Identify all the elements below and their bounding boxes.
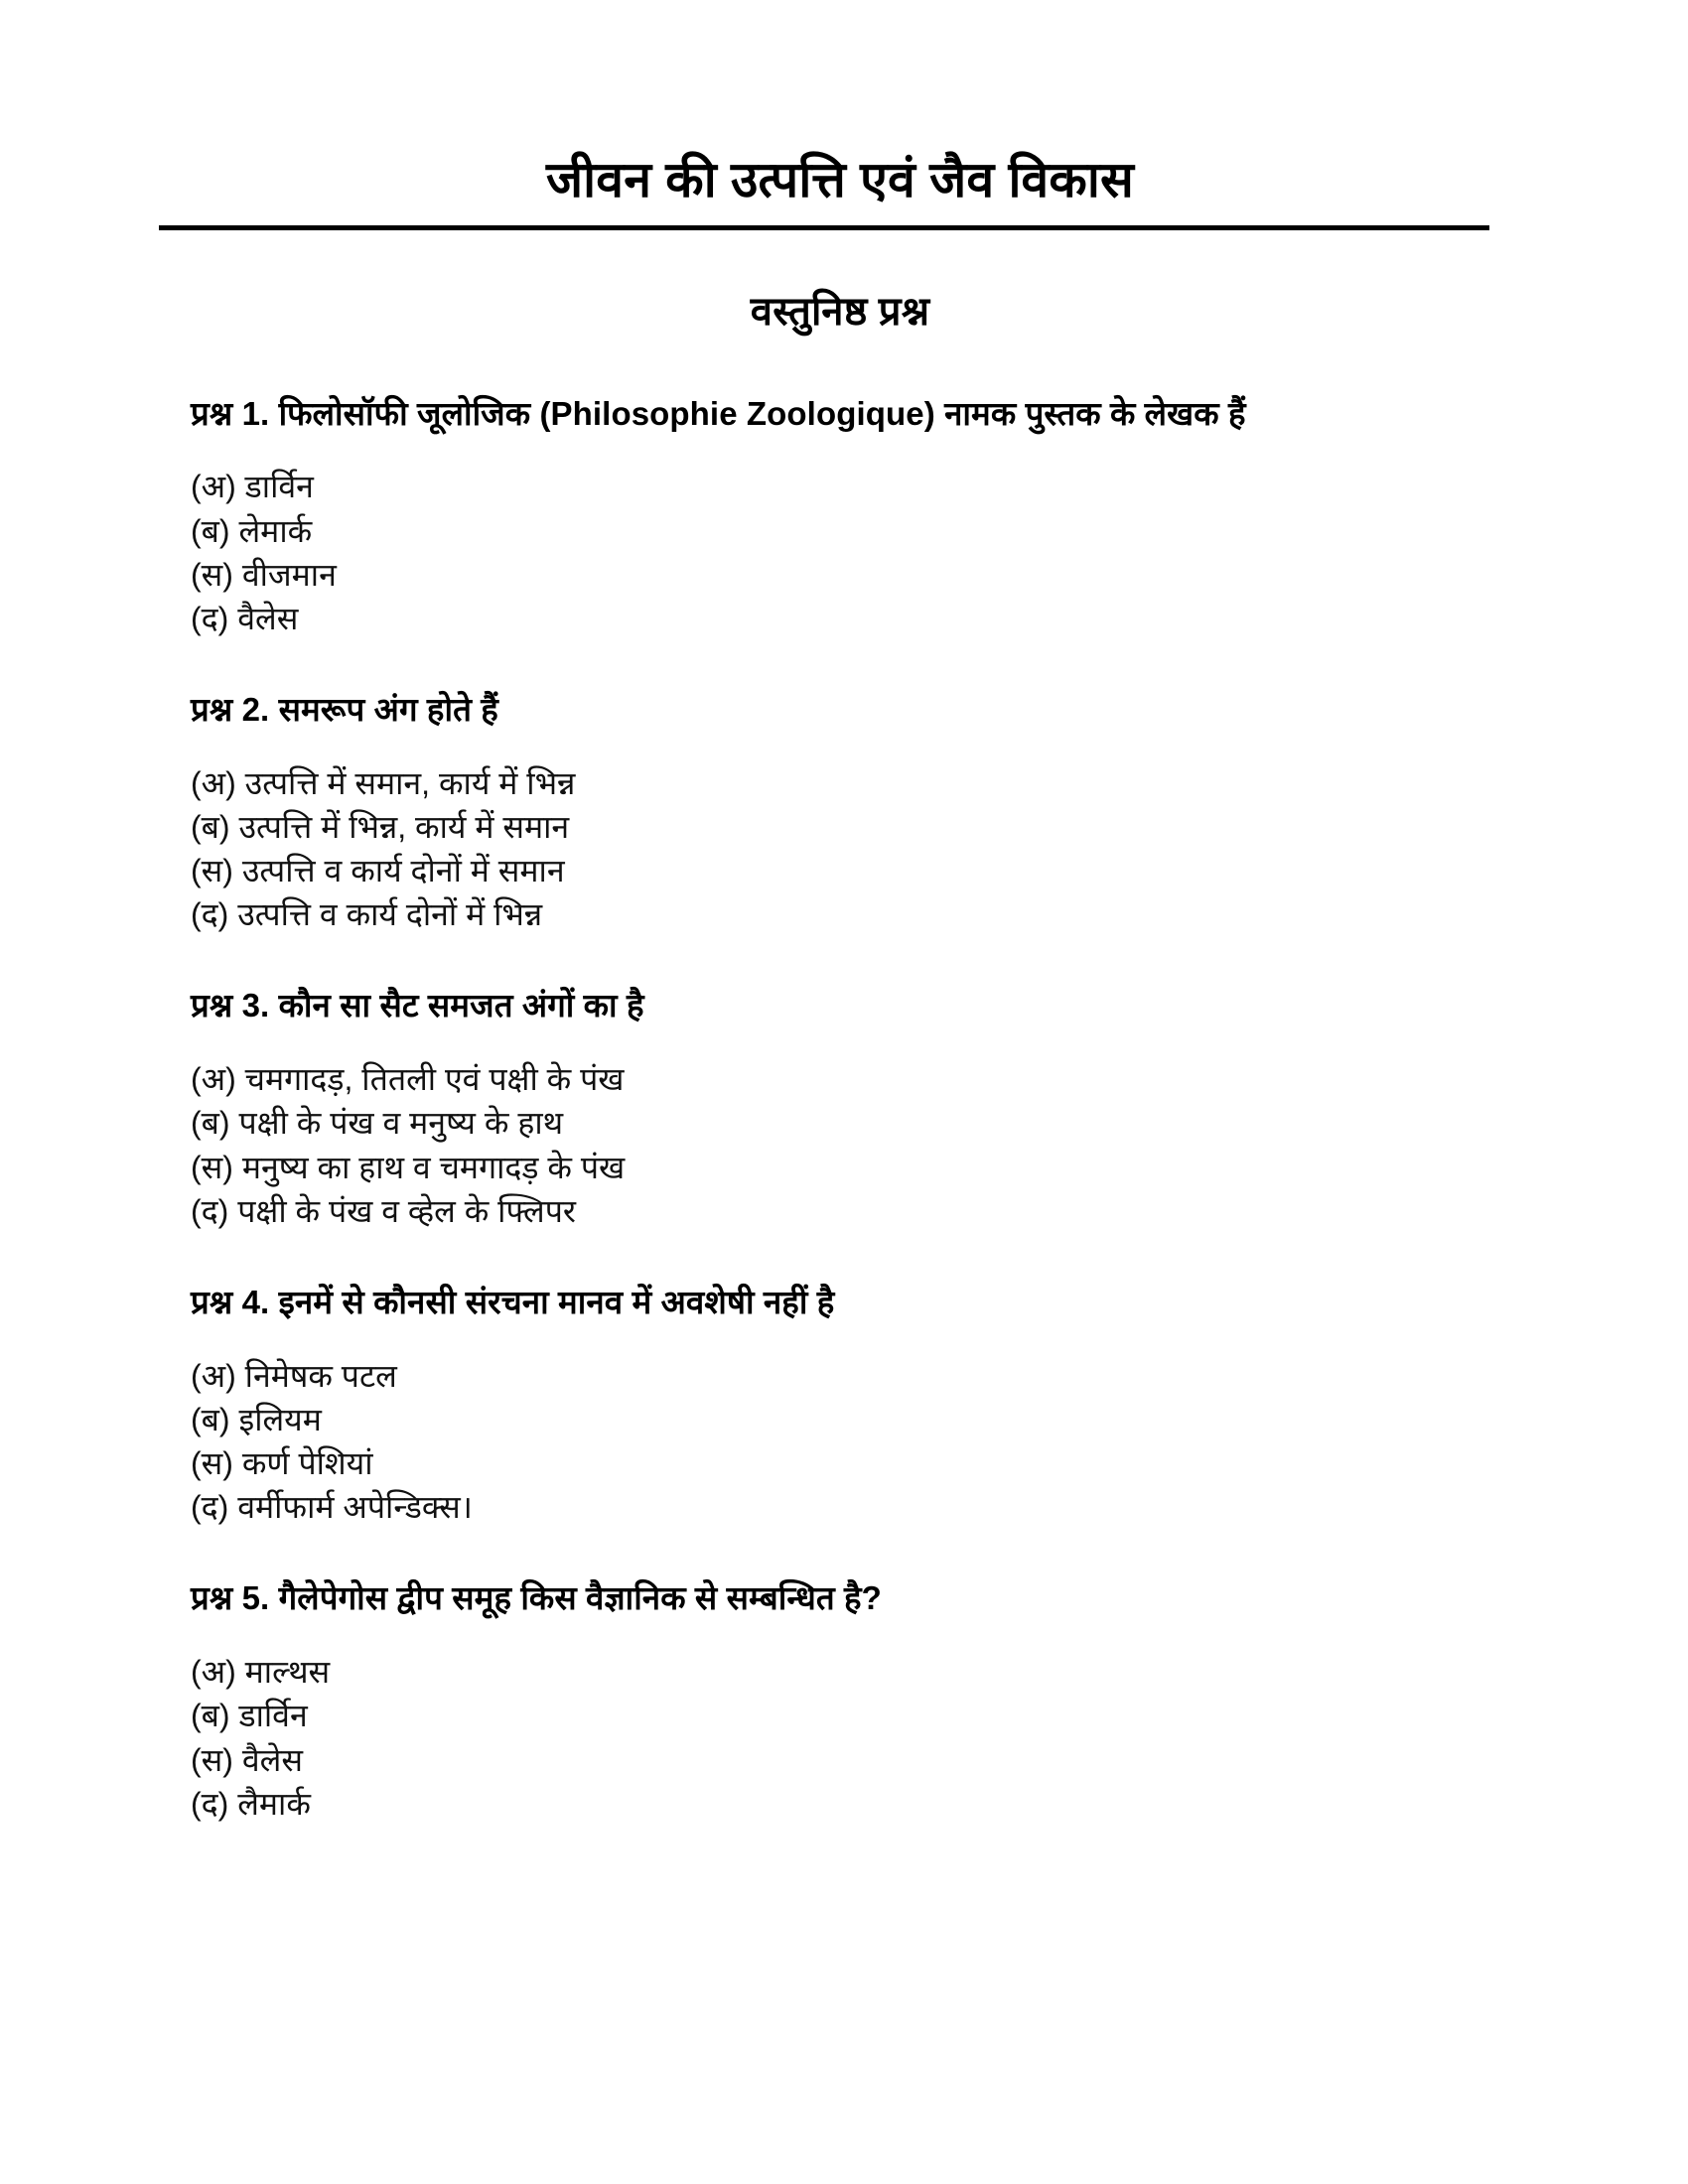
option-text: वैलेस [237,600,299,636]
option-text: उत्पत्ति व कार्य दोनों में भिन्न [237,896,543,933]
option-label: (अ) [191,1654,236,1691]
question-text: प्रश्न 2. समरूप अंग होते हैं [191,690,498,728]
question-text: प्रश्न 1. फिलोसॉफी जूलोजिक (Philosophie Zoologique) नामक पुस्तक के लेखक हैं [191,394,1246,432]
option-text: लैमार्क [237,1785,311,1822]
option-label: (स) [191,1741,233,1778]
question-text: प्रश्न 3. कौन सा सैट समजत अंगों का है [191,987,644,1024]
option-label: (द) [191,1785,229,1822]
option-item[interactable] [191,1057,1489,1101]
option-item[interactable] [191,892,1489,936]
option-text: पक्षी के पंख व मनुष्य के हाथ [238,1105,564,1142]
option-text: उत्पत्ति व कार्य दोनों में समान [241,853,565,889]
option-item[interactable] [191,1650,1489,1694]
option-text: वीजमान [241,556,337,593]
option-text: इलियम [238,1401,322,1437]
option-item[interactable] [191,1441,1489,1485]
section-heading: वस्तुनिष्ठ प्रश्न [750,289,930,334]
option-text: डार्विन [244,469,314,505]
option-label: (द) [191,1489,229,1526]
option-text: डार्विन [238,1698,308,1734]
option-item[interactable] [191,761,1489,805]
option-item[interactable] [191,553,1489,597]
option-label: (द) [191,1192,229,1229]
option-label: (अ) [191,1357,236,1394]
option-text: लेमार्क [238,512,313,549]
option-list [191,1650,1489,1826]
option-item[interactable] [191,1738,1489,1782]
option-label: (स) [191,556,233,593]
option-label: (ब) [191,1105,230,1142]
option-label: (अ) [191,1061,236,1098]
option-item[interactable] [191,849,1489,892]
option-text: उत्पत्ति में समान, कार्य में भिन्न [244,764,576,801]
option-label: (द) [191,896,229,933]
question-list [191,390,1489,1826]
option-label: (स) [191,1445,233,1482]
option-list [191,1057,1489,1233]
option-label: (अ) [191,764,236,801]
question-text: प्रश्न 5. गैलेपेगोस द्वीप समूह किस वैज्ञानिक से सम्बन्धित है? [191,1579,882,1617]
option-text: वर्मीफार्म अपेन्डिक्स। [237,1489,473,1526]
question-block [191,390,1489,640]
option-label: (ब) [191,512,230,549]
option-label: (ब) [191,1401,230,1437]
option-list [191,1354,1489,1530]
option-item[interactable] [191,1354,1489,1398]
question-block [191,982,1489,1232]
option-list [191,761,1489,937]
option-label: (स) [191,853,233,889]
option-item[interactable] [191,597,1489,640]
option-item[interactable] [191,1101,1489,1145]
option-item[interactable] [191,1782,1489,1826]
option-item[interactable] [191,1398,1489,1441]
option-item[interactable] [191,1694,1489,1737]
question-block [191,1279,1489,1529]
option-list [191,465,1489,640]
option-item[interactable] [191,805,1489,849]
option-label: (द) [191,600,229,636]
option-text: मनुष्य का हाथ व चमगादड़ के पंख [241,1149,626,1185]
option-item[interactable] [191,1146,1489,1189]
option-label: (स) [191,1149,233,1185]
option-text: माल्थस [244,1654,331,1691]
option-item[interactable] [191,1485,1489,1529]
option-text: उत्पत्ति में भिन्न, कार्य में समान [238,808,570,845]
question-text: प्रश्न 4. इनमें से कौनसी संरचना मानव में अवशेषी नहीं है [191,1283,835,1320]
title-divider [159,225,1489,230]
option-text: पक्षी के पंख व व्हेल के फ्लिपर [237,1192,576,1229]
option-text: वैलेस [241,1741,303,1778]
question-block [191,1574,1489,1825]
option-text: निमेषक पटल [244,1357,397,1394]
option-text: कर्ण पेशियां [241,1445,373,1482]
option-text: चमगादड़, तितली एवं पक्षी के पंख [244,1061,625,1098]
question-block [191,686,1489,936]
option-label: (ब) [191,1698,230,1734]
option-item[interactable] [191,465,1489,508]
option-label: (ब) [191,808,230,845]
option-label: (अ) [191,469,236,505]
option-item[interactable] [191,509,1489,553]
option-item[interactable] [191,1189,1489,1233]
page-title: जीवन की उत्पत्ति एवं जैव विकास [546,152,1134,207]
